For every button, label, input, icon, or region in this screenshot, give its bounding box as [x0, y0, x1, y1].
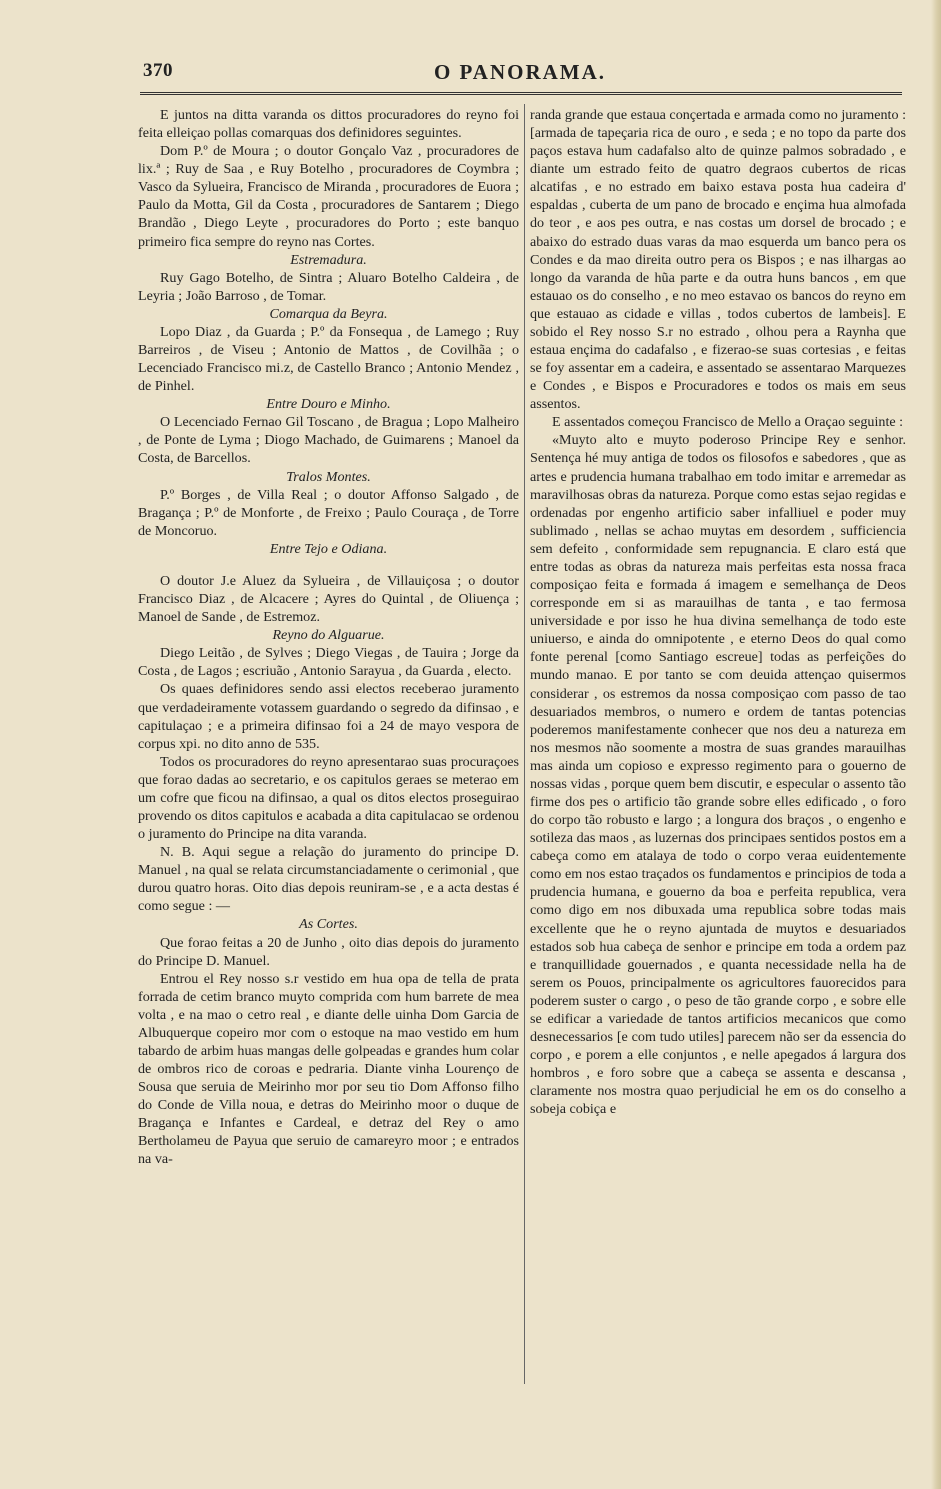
running-title: O PANORAMA. [433, 60, 607, 84]
section-heading: Entre Douro e Minho. [266, 396, 391, 413]
header-rule [140, 92, 902, 95]
section-heading: As Cortes. [299, 916, 358, 933]
paragraph: Diego Leitão , de Sylves ; Diego Viegas , de Tauira ; Jorge da Costa , de Lagos ; escriuão , Antonio Sarayua , da Guarda , electo. [138, 645, 519, 680]
paragraph: N. B. Aqui segue a relação do juramento do principe D. Manuel , na qual se relata circumstanciadamente o cerimonial , que durou quatro horas. Oito dias depois reuniram-se , e a acta destas é como segue : — [138, 844, 519, 915]
page-edge-shadow [931, 0, 941, 1489]
section-heading: Tralos Montes. [286, 468, 371, 485]
page-number: 370 [143, 60, 173, 81]
section-heading: Estremadura. [290, 251, 367, 268]
paragraph: Ruy Gago Botelho, de Sintra ; Aluaro Botelho Caldeira , de Leyria ; João Barroso , de Tomar. [138, 269, 519, 304]
page-header [140, 60, 900, 88]
paragraph: O Lecenciado Fernao Gil Toscano , de Bragua ; Lopo Malheiro , de Ponte de Lyma ; Diogo Machado, de Guimarens ; Manoel da Costa, de Barcellos. [138, 414, 519, 467]
paragraph: P.º Borges , de Villa Real ; o doutor Affonso Salgado , de Bragança ; P.º de Monforte , de Freixo ; Paulo Couraça , de Torre de Moncoruo. [138, 486, 519, 539]
paragraph: Os quaes definidores sendo assi electos receberao juramento que verdadeiramente votassem guardando o segredo da difinsao , e capitulaçao ; e a primeira difinsao foi a 24 de mayo vespora de corpus xpi. no dito anno de 535. [138, 681, 519, 752]
paragraph: Todos os procuradores do reyno apresentarao suas procuraçoes que forao dadas ao secretario, e os capitulos geraes se meterao em um cofre que ficou na difinsao, a qual os ditos electos proseguirao provendo os ditos capitulos e acabada a dita capitulacao se ordenou o juramento do Principe na dita varanda. [138, 753, 519, 843]
paragraph: E assentados começou Francisco de Mello a Oraçao seguinte : [552, 414, 904, 431]
paragraph: Entrou el Rey nosso s.r vestido em hua opa de tella de prata forrada de cetim branco muyto comprida com hum barrete de mea volta , e na mao o cetro real , e diante delle uinha Dom Garcia de Albuquerque copeiro mor com o estoque na mao vestido em hum tabardo de arbim huas mangas delle golpeadas e grandes hum colar de ombros rico de coroas e pedraria. Diante vinha Lourenço de Sousa que seruia de Meirinho mor por seu tio Dom Affonso filho do Conde de Villa noua, e detras do Meirinho moor o duque de Bragança e Infantes e Cardeal, e detraz del Rey o amo Bertholameu de Payua que seruio de camareyro moor ; e entrados na va- [138, 970, 519, 1168]
paragraph: Lopo Diaz , da Guarda ; P.º da Fonsequa , de Lamego ; Ruy Barreiros , de Viseu ; Antonio de Mattos , de Covilhãa ; o Lecenciado Francisco mi.z, de Castello Branco ; Antonio Mendez , de Pinhel. [138, 323, 519, 395]
paragraph: «Muyto alto e muyto poderoso Principe Rey e senhor. Sentença hé muy antiga de todos os filosofos e sabedores , que as artes e prudencia humana trabalhao em todo imitar e arremedar as maravilhosas obras da natureza. Porque como estas sejao regidas e ordenadas por engenho artificio saber infalliuel e poder muy sublimado , nellas se achao muytas em desordem , sufficiencia sem defeito , conformidade sem repugnancia. E claro está que entre todas as obras da natureza mais perfeitas esta nossa fraca composiçao feita e formada á imagem e semelhança de Deos corresponde em si as marauilhas de tanta , e tao fermosa universidade e por isso he hua divina semelhança de todo este uniuerso, e ainda do omnipotente , e eterno Deos do qual como fonte perenal [como Santiago escreue] todas as perfeições do mundo manao. E por tanto se com deuida attençao quisermos considerar , os estremos da nossa composiçao com passo de tao desuariados membros, o numero e ordem de tantas potencias poderemos manifestamente conhecer que nos deu a natureza em nos mesmos não soomente a mostra de suas grandes marauilhas mas ainda um copioso e expresso regimento para o gouerno de nossas vidas , porque quem bem discutir, e especular o assento tão firme dos pes o artificio tão grande sobre elles edificado , o foro do corpo tão robusto e largo ; a longura dos braços , o engenho e sotileza das maos , as luzernas dos principaes sentidos postos em a cabeça como em atalaya de todo o corpo veraa euidentemente como em nos estao traçados os fundamentos e principios de toda a prudencia humana, e gouerno da boa e perfeita republica, vera como digo em nos dibuxada uma republica sobre todas mais excellente que he o reyno ajuntada de muytos e desuariados estados sob hua cabeça de senhor e principe em toda a ordem paz e tranquillidade gouernados , e quanta necessidade nella ha de serem os Pouos, principalmente os agricultores fauorecidos para poderem suster o cargo , o peso de tão grande corpo , e sobre elle se edificar a variedade de tantos artificios mecanicos que como desnecessarios [e com tudo utiles] parecem não ser da essencia do corpo , e porem a elle conjuntos , e nelle apegados á largura dos hombros , e foro sobre que a cabeça se assenta e descansa , claramente nos mostra quao perjudicial he em os do conselho a sobeja cobiça e [530, 432, 906, 1118]
right-column [530, 106, 906, 1118]
column-divider [524, 104, 525, 1384]
left-column [138, 106, 519, 1169]
paragraph: Que forao feitas a 20 de Junho , oito dias depois do juramento do Principe D. Manuel. [138, 934, 519, 969]
paragraph: Dom P.º de Moura ; o doutor Gonçalo Vaz , procuradores de lix.ª ; Ruy de Saa , e Ruy Botelho , procuradores de Coymbra ; Vasco da Sylueira, Francisco de Miranda , procuradores de Euora ; Paulo da Motta, Gil da Costa , procuradores de Santarem ; Diego Brandão , Diego Leyte , procuradores do Porto ; este banquo primeiro fica sempre do reyno nas Cortes. [138, 143, 519, 250]
section-heading: Comarqua da Beyra. [269, 305, 388, 322]
section-heading: Entre Tejo e Odiana. [269, 540, 388, 557]
paragraph: O doutor J.e Aluez da Sylueira , de Villauiçosa ; o doutor Francisco Diaz , de Alcacere ; Ayres do Quintal , de Oliuença ; Manoel de Sande , de Estremoz. [138, 572, 519, 626]
section-heading: Reyno do Alguarue. [272, 627, 385, 644]
paragraph: randa grande que estaua conçertada e armada como no juramento : [armada de tapeçaria rica de ouro , e seda ; e no topo da parte dos paços estava hum cadafalso alto de quinze palmos sobradado , e diante um estrado feito de quatro degraos cubertos de ricas alcatifas , e no estrado em baixo estava posta hua cadeira d' espaldas , cuberta de um pano de brocado e ençima hua almofada do teor , e aos pes outra, e nas costas um dorsel de brocado ; e abaixo do estrado duas varas da mao esquerda um banco pera os Condes e da mao direita outro pera os Bispos ; e nas ilhargas ao longo da varanda de hũa parte e da outra huns bancos , em que estauao os do conselho , e no meo estavao os bancos do reyno em que estauao as cidade e villas , todos cubertos de lambeis]. E sobido el Rey nosso S.r no estrado , olhou pera a Raynha que estaua ençima do cadafalso , e fizerao-se suas cortesias , e feitas se foy assentar em a cadeira, e assentado se assentarao Marquezes e Condes , e Bispos e Procuradores e todos os mais em seus assentos. [530, 107, 906, 413]
paragraph: E juntos na ditta varanda os dittos procuradores do reyno foi feita elleiçao pollas comarquas dos definidores seguintes. [138, 107, 519, 142]
